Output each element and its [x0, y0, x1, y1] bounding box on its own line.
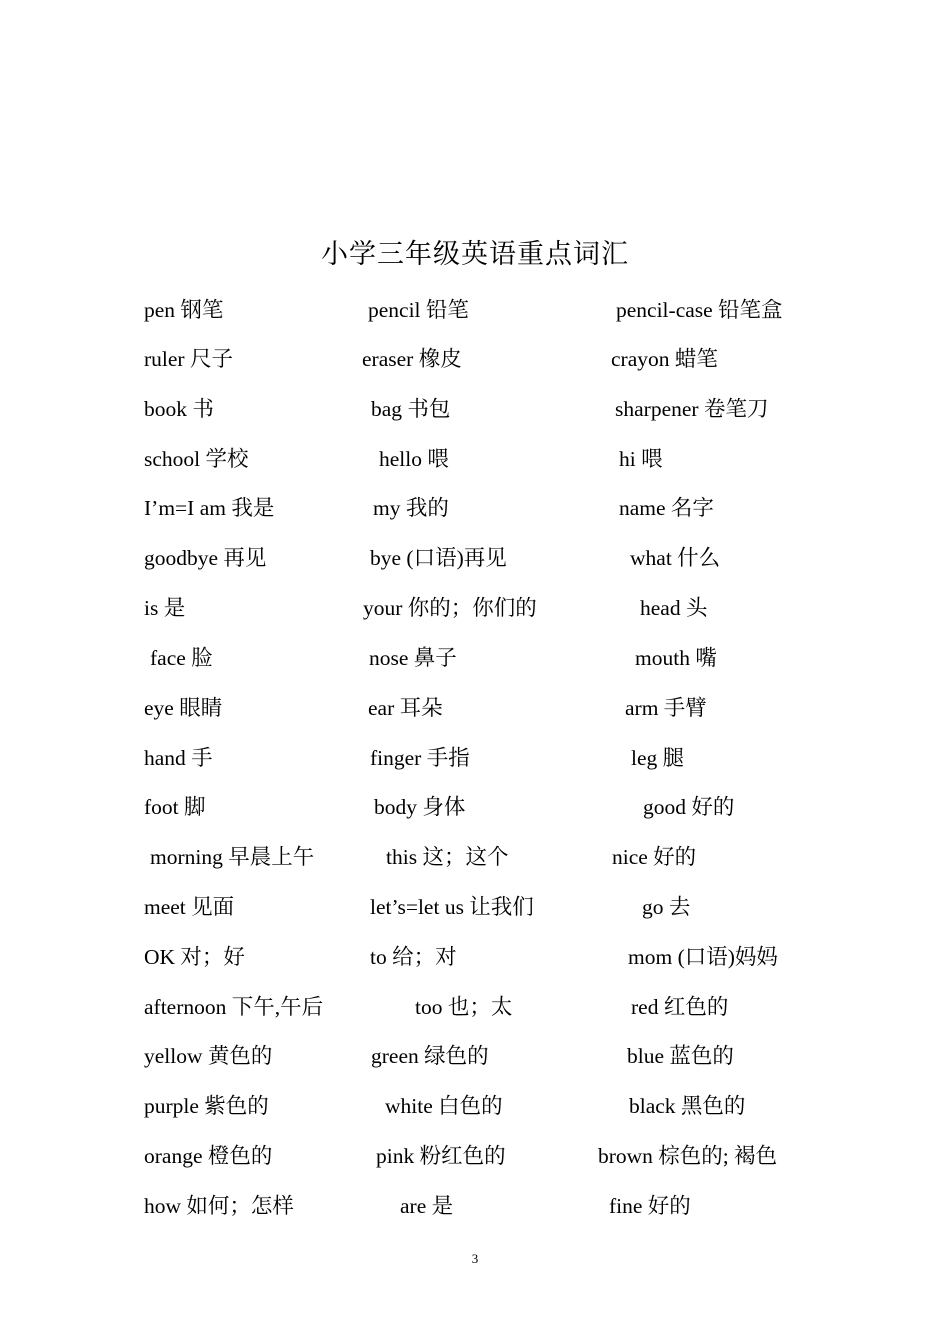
- vocab-entry: my 我的: [373, 496, 449, 520]
- vocab-entry: meet 见面: [144, 895, 235, 919]
- vocab-entry: what 什么: [630, 546, 721, 570]
- vocab-row: [0, 1039, 950, 1073]
- vocab-entry: body 身体: [374, 795, 466, 819]
- vocab-entry: nose 鼻子: [369, 646, 457, 670]
- vocab-row: [0, 990, 950, 1024]
- vocab-entry: pencil 铅笔: [368, 298, 469, 322]
- vocab-row: [0, 641, 950, 675]
- vocab-entry: finger 手指: [370, 746, 470, 770]
- vocab-row: [0, 541, 950, 575]
- vocab-row: [0, 442, 950, 476]
- vocab-row: [0, 591, 950, 625]
- vocab-entry: let’s=let us 让我们: [370, 895, 534, 919]
- vocab-entry: book 书: [144, 397, 214, 421]
- vocab-entry: name 名字: [619, 496, 714, 520]
- vocab-entry: ear 耳朵: [368, 696, 443, 720]
- vocab-entry: red 红色的: [631, 995, 729, 1019]
- vocab-entry: foot 脚: [144, 795, 206, 819]
- vocab-entry: to 给；对: [370, 945, 457, 969]
- vocab-entry: hi 喂: [619, 447, 663, 471]
- vocab-entry: purple 紫色的: [144, 1094, 269, 1118]
- vocab-entry: eraser 橡皮: [362, 347, 462, 371]
- vocab-entry: go 去: [642, 895, 691, 919]
- vocab-entry: white 白色的: [385, 1094, 503, 1118]
- vocab-entry: good 好的: [643, 795, 735, 819]
- vocab-row: [0, 840, 950, 874]
- vocab-entry: OK 对；好: [144, 945, 245, 969]
- vocab-row: [0, 790, 950, 824]
- vocab-entry: bye (口语)再见: [370, 546, 507, 570]
- vocab-entry: fine 好的: [609, 1194, 691, 1218]
- vocab-entry: face 脸: [150, 646, 213, 670]
- vocab-entry: pencil-case 铅笔盒: [616, 298, 783, 322]
- vocab-row: [0, 342, 950, 376]
- vocab-entry: brown 棕色的; 褐色: [598, 1144, 778, 1168]
- vocab-entry: arm 手臂: [625, 696, 707, 720]
- vocab-row: [0, 940, 950, 974]
- vocab-row: [0, 1139, 950, 1173]
- vocab-entry: hand 手: [144, 746, 213, 770]
- vocab-entry: leg 腿: [631, 746, 685, 770]
- vocab-entry: pen 钢笔: [144, 298, 224, 322]
- vocab-row: [0, 890, 950, 924]
- vocab-row: [0, 491, 950, 525]
- vocab-row: [0, 1189, 950, 1223]
- vocab-entry: head 头: [640, 596, 708, 620]
- vocab-entry: how 如何；怎样: [144, 1194, 294, 1218]
- vocab-entry: bag 书包: [371, 397, 451, 421]
- vocab-entry: this 这；这个: [386, 845, 509, 869]
- vocab-entry: ruler 尺子: [144, 347, 233, 371]
- vocab-row: [0, 691, 950, 725]
- page-number: 3: [471, 1251, 479, 1266]
- vocab-entry: crayon 蜡笔: [611, 347, 718, 371]
- vocab-row: [0, 293, 950, 327]
- vocab-entry: is 是: [144, 596, 186, 620]
- vocab-entry: mouth 嘴: [635, 646, 717, 670]
- vocab-entry: eye 眼睛: [144, 696, 223, 720]
- vocab-entry: yellow 黄色的: [144, 1044, 273, 1068]
- vocab-entry: goodbye 再见: [144, 546, 267, 570]
- vocab-entry: pink 粉红色的: [376, 1144, 506, 1168]
- vocab-entry: morning 早晨上午: [150, 845, 315, 869]
- vocab-entry: blue 蓝色的: [627, 1044, 734, 1068]
- vocab-row: [0, 1089, 950, 1123]
- vocab-entry: school 学校: [144, 447, 249, 471]
- vocab-entry: nice 好的: [612, 845, 697, 869]
- vocab-entry: I’m=I am 我是: [144, 496, 275, 520]
- vocab-entry: green 绿色的: [371, 1044, 489, 1068]
- vocab-entry: black 黑色的: [629, 1094, 746, 1118]
- vocab-row: [0, 741, 950, 775]
- vocab-row: [0, 392, 950, 426]
- vocab-entry: mom (口语)妈妈: [628, 945, 778, 969]
- vocab-entry: too 也；太: [415, 995, 513, 1019]
- vocab-entry: are 是: [400, 1194, 454, 1218]
- vocab-entry: sharpener 卷笔刀: [615, 397, 769, 421]
- vocab-entry: afternoon 下午,午后: [144, 995, 324, 1019]
- vocab-entry: orange 橙色的: [144, 1144, 273, 1168]
- vocab-entry: hello 喂: [379, 447, 449, 471]
- vocab-entry: your 你的；你们的: [363, 596, 537, 620]
- page-title: 小学三年级英语重点词汇: [321, 239, 629, 269]
